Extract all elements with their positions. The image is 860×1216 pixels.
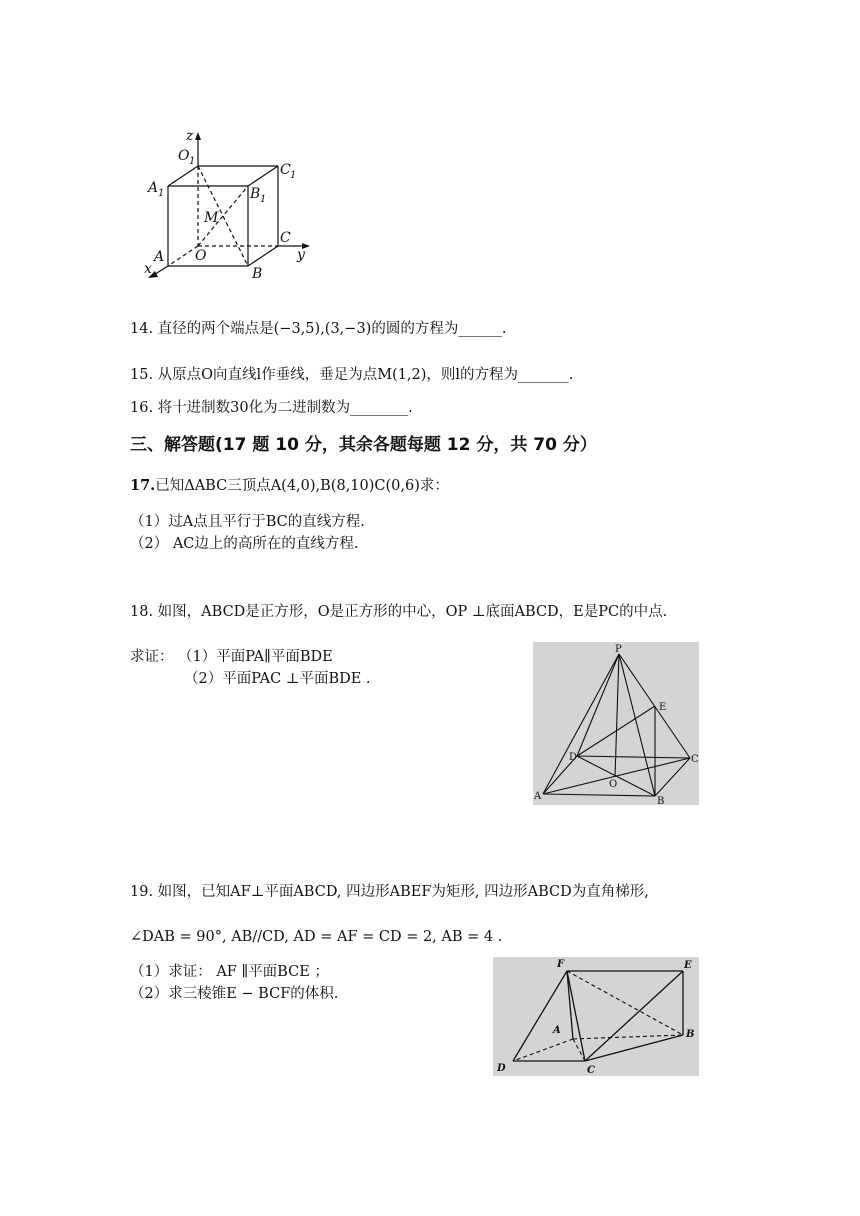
question-17-part-2: （2） AC边上的高所在的直线方程. — [130, 536, 359, 552]
question-19-conditions: ∠DAB = 90°, AB//CD, AD = AF = CD = 2, AB = 4 . — [130, 929, 503, 945]
label-o1: O — [178, 148, 190, 164]
label-b: B — [657, 796, 665, 805]
label-o1-sub: 1 — [189, 156, 196, 167]
label-o: O — [609, 779, 618, 790]
question-18-prove-label: 求证： — [130, 649, 174, 665]
label-b: B — [252, 266, 263, 282]
question-16: 16. 将十进制数30化为二进制数为________. — [130, 400, 413, 416]
label-a: A — [534, 791, 542, 802]
label-b: B — [686, 1029, 695, 1040]
label-c1: C — [280, 162, 291, 178]
cube-edge — [248, 246, 278, 266]
question-19-stem: 19. 如图，已知AF⊥平面ABCD, 四边形ABEF为矩形, 四边形ABCD为直角梯形, — [130, 884, 649, 900]
cube-hidden-edge — [168, 246, 198, 266]
label-e: E — [684, 960, 692, 971]
section-title: 三、解答题(17 题 10 分，其余各题每题 12 分，共 70 分） — [130, 435, 597, 455]
label-a: A — [154, 249, 165, 265]
question-19-part-2: （2）求三棱锥E − BCF的体积. — [130, 986, 339, 1002]
cube-edge — [168, 166, 198, 186]
label-a: A — [553, 1025, 561, 1036]
label-p: P — [615, 644, 622, 655]
question-15: 15. 从原点O向直线l作垂线，垂足为点M(1,2)，则l的方程为_______. — [130, 367, 574, 383]
cube-front-face — [168, 186, 248, 266]
label-c1-sub: 1 — [290, 170, 297, 181]
cube-figure — [140, 128, 320, 283]
cube-edge — [248, 166, 278, 186]
question-17-number: 17. — [130, 477, 156, 494]
label-f: F — [557, 959, 565, 970]
label-x: x — [144, 261, 152, 277]
question-17-stem — [130, 476, 449, 496]
label-b1-sub: 1 — [260, 194, 267, 205]
question-18-part-1: （1）平面PA∥平面BDE — [178, 649, 333, 665]
question-19-part-1: （1）求证： AF ∥平面BCE ； — [130, 964, 329, 980]
pyramid-figure — [533, 642, 699, 805]
label-d: D — [497, 1063, 506, 1074]
label-m: M — [204, 210, 219, 226]
label-c: C — [587, 1065, 595, 1076]
label-o: O — [195, 248, 207, 264]
question-18-part-2: （2）平面PAC ⊥平面BDE . — [184, 671, 371, 687]
solid-figure — [493, 957, 699, 1076]
label-b1: B — [250, 186, 261, 202]
label-c: C — [691, 754, 699, 765]
question-17-text: 已知ΔABC三顶点A(4,0),B(8,10)C(0,6)求： — [155, 478, 449, 494]
label-y: y — [297, 247, 305, 263]
label-c: C — [280, 230, 291, 246]
question-17-part-1: （1）过A点且平行于BC的直线方程. — [130, 514, 365, 530]
label-a1-sub: 1 — [158, 188, 165, 199]
question-18-stem: 18. 如图，ABCD是正方形，O是正方形的中心，OP ⊥底面ABCD，E是PC的中点. — [130, 604, 668, 620]
label-a1: A — [148, 180, 159, 196]
label-e: E — [659, 702, 667, 713]
question-14: 14. 直径的两个端点是(−3,5),(3,−3)的圆的方程为______. — [130, 321, 507, 337]
label-d: D — [569, 752, 578, 763]
z-arrowhead — [195, 132, 201, 140]
label-z: z — [186, 128, 194, 144]
